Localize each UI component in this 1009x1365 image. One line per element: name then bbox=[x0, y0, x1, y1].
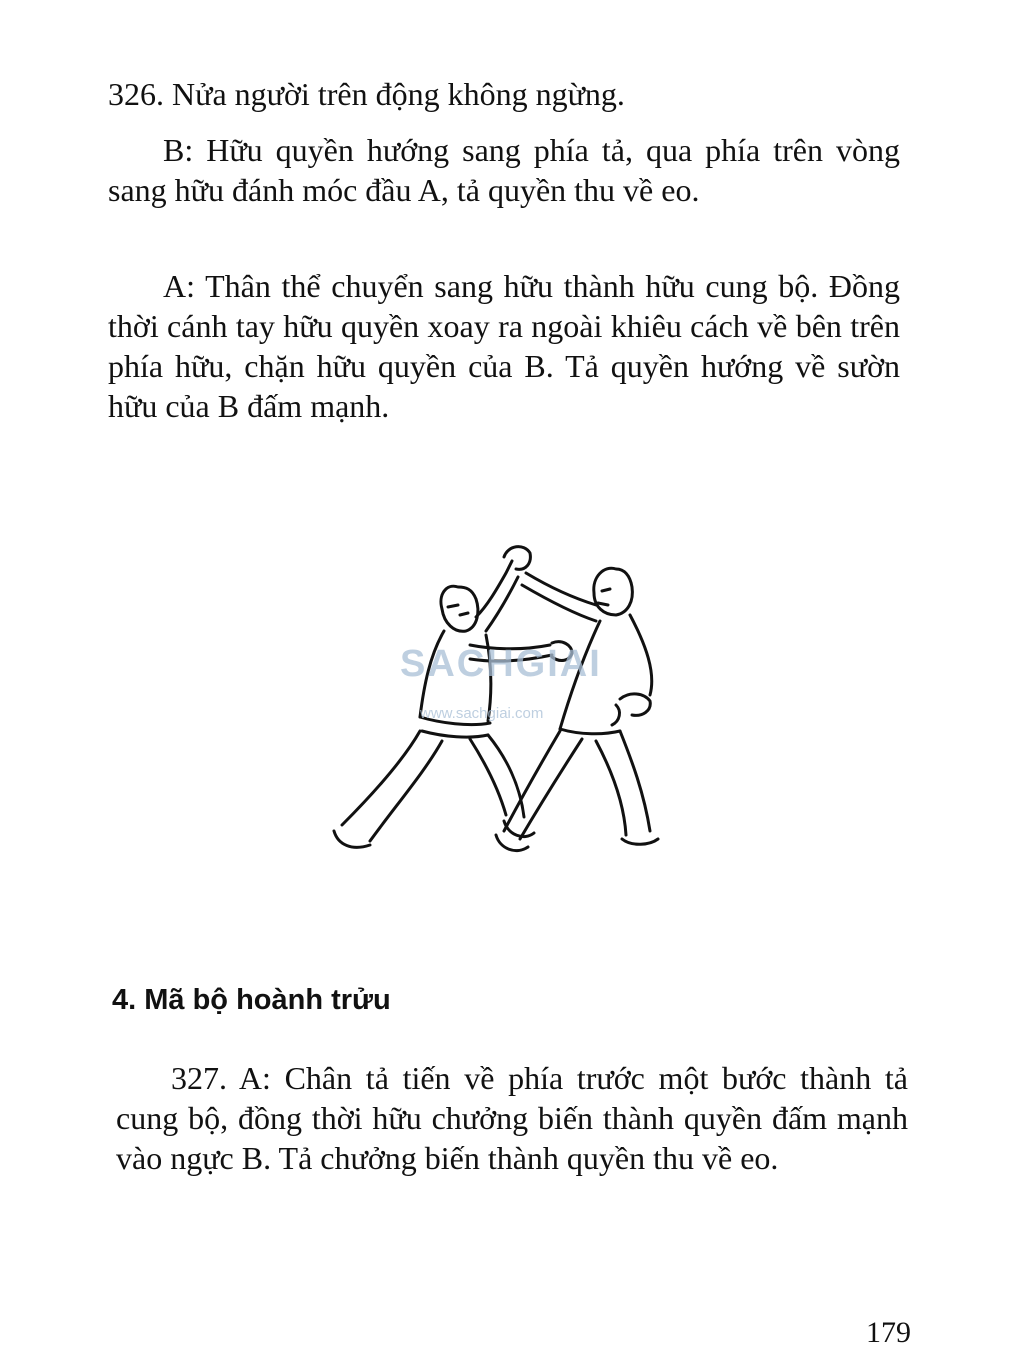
paragraph-b: B: Hữu quyền hướng sang phía tả, qua phía trên vòng sang hữu đánh móc đầu A, tả quyền thu về eo. bbox=[108, 132, 900, 208]
watermark-url: www.sachgiai.com bbox=[420, 705, 544, 722]
fighter-right bbox=[496, 568, 658, 850]
paragraph-a: A: Thân thể chuyển sang hữu thành hữu cung bộ. Đồng thời cánh tay hữu quyền xoay ra ngoài khiêu cách về bên trên phía hữu, chặn hữu quyền của B. Tả quyền hướng về sườn hữu của B đấm mạnh. bbox=[108, 268, 900, 424]
fighters-drawing bbox=[320, 535, 680, 870]
paragraph-327: 327. A: Chân tả tiến về phía trước một bước thành tả cung bộ, đồng thời hữu chưởng biến thành quyền đấm mạnh vào ngực B. Tả chưởng biến thành quyền thu về eo. bbox=[116, 1060, 908, 1176]
watermark-logo: SACHGIAI bbox=[400, 643, 602, 685]
page-number: 179 bbox=[866, 1316, 911, 1349]
paragraph-326: 326. Nửa người trên động không ngừng. bbox=[108, 76, 625, 112]
section-heading: 4. Mã bộ hoành trửu bbox=[112, 984, 391, 1016]
fighters-illustration bbox=[320, 535, 680, 870]
